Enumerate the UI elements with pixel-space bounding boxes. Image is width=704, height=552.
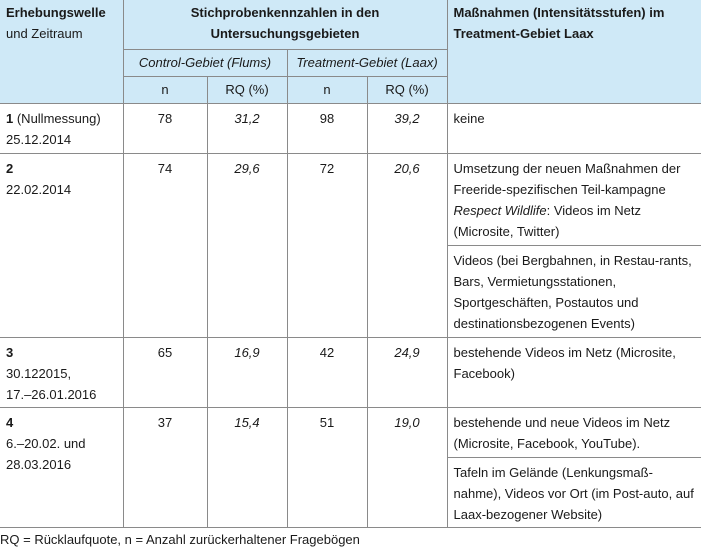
wave-number: 4 — [6, 414, 14, 430]
measures-cell: bestehende Videos im Netz (Microsite, Facebook) — [447, 337, 701, 407]
treatment-rq-value: 20,6 — [367, 153, 447, 337]
header-control-n: n — [123, 76, 207, 103]
header-measures-cell — [447, 0, 701, 103]
treatment-n-value: 42 — [287, 337, 367, 407]
control-rq-value: 29,6 — [207, 153, 287, 337]
header-sample-group — [123, 0, 447, 49]
wave-cell — [0, 407, 123, 527]
control-rq-value: 15,4 — [207, 407, 287, 527]
measures-cell: Tafeln im Gelände (Lenkungsmaß-nahme), Videos vor Ort (im Post-auto, auf Laax-bezogener Website) — [447, 457, 701, 527]
treatment-rq-value: 19,0 — [367, 407, 447, 527]
header-treatment-n: n — [287, 76, 367, 103]
header-control-area: Control-Gebiet (Flums) — [123, 49, 287, 76]
treatment-rq-value: 24,9 — [367, 337, 447, 407]
control-rq-value: 16,9 — [207, 337, 287, 407]
header-period-label: und Zeitraum — [6, 26, 83, 41]
measure-text-end: : Videos im Netz (Microsite, Twitter) — [453, 202, 642, 239]
header-sample-title: Stichprobenkennzahlen in den Untersuchungsgebieten — [190, 5, 380, 41]
header-treatment-area: Treatment-Gebiet (Laax) — [287, 49, 447, 76]
measures-cell: bestehende und neue Videos im Netz (Microsite, Facebook, YouTube). — [447, 407, 701, 457]
measure-text: Umsetzung der neuen Maßnahmen der Freeride-spezifischen Teil-kampagne — [453, 160, 681, 197]
control-n-value: 37 — [123, 407, 207, 527]
table-footnote: RQ = Rücklaufquote, n = Anzahl zurückerhaltener Fragebögen — [0, 532, 360, 547]
treatment-n-value: 98 — [287, 103, 367, 153]
wave-period-line2: 28.03.2016 — [6, 456, 72, 472]
measures-cell: Videos (bei Bergbahnen, in Restau-rants, Bars, Vermietungsstationen, Sportgeschäften, Postautos und destinationsbezogenen Events) — [447, 245, 701, 337]
wave-number: 3 — [6, 344, 14, 360]
header-control-rq: RQ (%) — [207, 76, 287, 103]
control-n-value: 74 — [123, 153, 207, 337]
wave-period-line2: 17.–26.01.2016 — [6, 386, 97, 402]
wave-number: 2 — [6, 160, 14, 176]
wave-period: 22.02.2014 — [6, 181, 72, 197]
measures-cell: keine — [447, 103, 701, 153]
treatment-n-value: 72 — [287, 153, 367, 337]
treatment-rq-value: 39,2 — [367, 103, 447, 153]
wave-note: (Nullmessung) — [13, 110, 101, 126]
measures-cell — [447, 153, 701, 245]
header-treatment-rq: RQ (%) — [367, 76, 447, 103]
wave-cell — [0, 103, 123, 153]
wave-cell — [0, 337, 123, 407]
header-wave-cell — [0, 0, 123, 103]
header-measures-title: Maßnahmen (Intensitätsstufen) im Treatment-Gebiet Laax — [453, 5, 665, 41]
wave-period-line1: 30.122015, — [6, 365, 72, 381]
table-row — [0, 103, 701, 153]
wave-period-line1: 6.–20.02. und — [6, 435, 86, 451]
wave-cell — [0, 153, 123, 337]
header-wave-label: Erhebungswelle — [6, 5, 106, 20]
wave-period: 25.12.2014 — [6, 131, 72, 147]
control-rq-value: 31,2 — [207, 103, 287, 153]
table-row — [0, 337, 701, 407]
control-n-value: 65 — [123, 337, 207, 407]
table-row — [0, 153, 701, 245]
control-n-value: 78 — [123, 103, 207, 153]
campaign-name: Respect Wildlife — [453, 202, 547, 218]
wave-number: 1 — [6, 110, 14, 126]
table-row — [0, 407, 701, 457]
treatment-n-value: 51 — [287, 407, 367, 527]
